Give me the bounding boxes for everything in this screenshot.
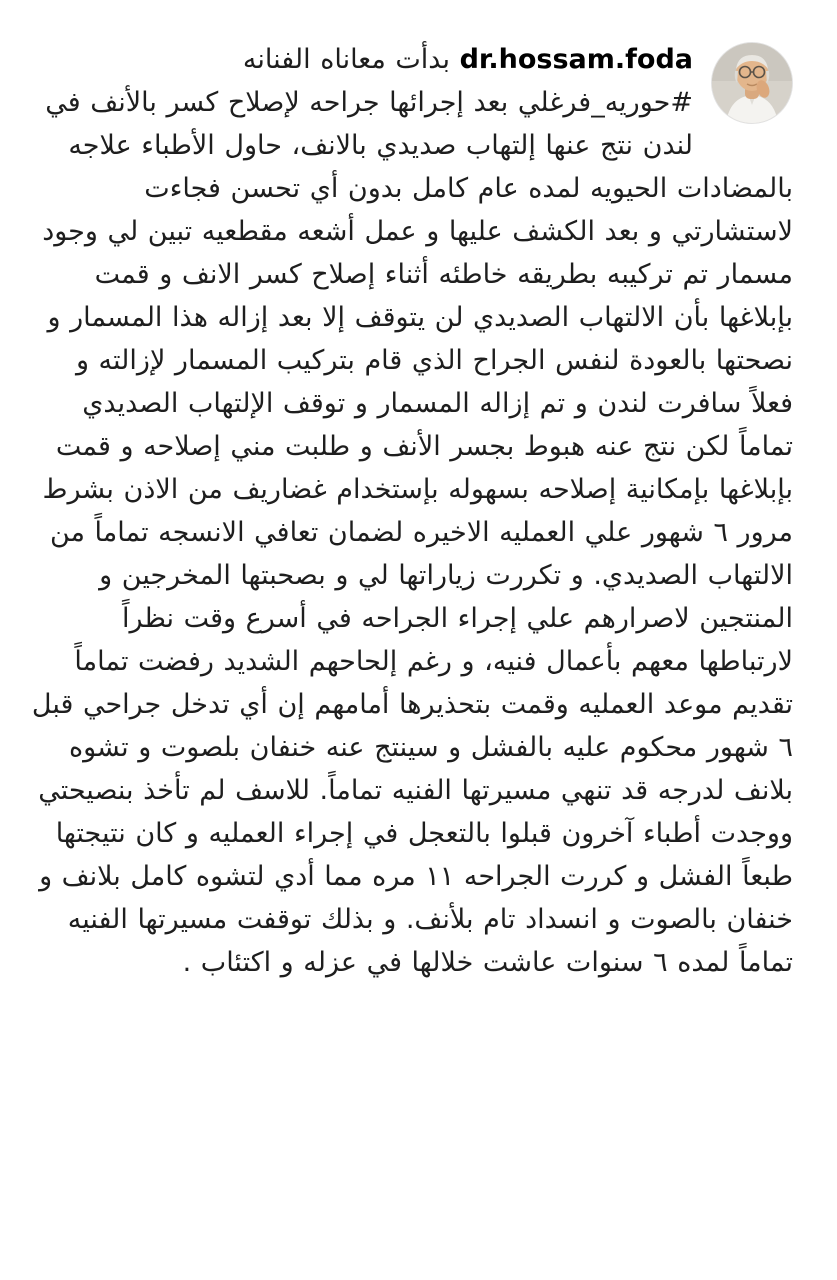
username[interactable]: dr.hossam.foda bbox=[459, 44, 693, 75]
profile-photo-icon bbox=[712, 43, 792, 123]
post-caption bbox=[28, 38, 793, 984]
profile-avatar[interactable] bbox=[711, 42, 793, 124]
hashtag-link[interactable]: #حوريه_فرغلي bbox=[517, 87, 693, 118]
caption-intro: بدأت معاناه الفنانه bbox=[242, 44, 450, 75]
caption-body: بعد إجرائها جراحه لإصلاح كسر بالأنف في لندن نتج عنها إلتهاب صديدي بالانف، حاول الأطباء علاجه بالمضادات الحيويه لمده عام كامل بدون أي تحسن فجاءت لاستشارتي و بعد الكشف عليها و عمل أشعه مقطعيه تبين لي وجود مسمار تم تركيبه بطريقه خاطئه أثناء إصلاح كسر الانف و قمت بإبلاغها بأن الالتهاب الصديدي لن يتوقف إلا بعد إزاله هذا المسمار و نصحتها بالعودة لنفس الجراح الذي قام بتركيب المسمار لإزالته و فعلاً سافرت لندن و تم إزاله المسمار و توقف الإلتهاب الصديدي تماماً لكن نتج عنه هبوط بجسر الأنف و طلبت مني إصلاحه و قمت بإبلاغها بإمكانية إصلاحه بسهوله بإستخدام غضاريف من الاذن بشرط مرور ٦ شهور علي العمليه الاخيره لضمان تعافي الانسجه تماماً من الالتهاب الصديدي. و تكررت زياراتها لي و بصحبتها المخرجين و المنتجين لاصرارهم علي إجراء الجراحه في أسرع وقت نظراً لارتباطها معهم بأعمال فنيه، و رغم إلحاحهم الشديد رفضت تماماً تقديم موعد العمليه وقمت بتحذيرها أمامهم إن أي تدخل جراحي قبل ٦ شهور محكوم عليه بالفشل و سينتج عنه خنفان بلصوت و تشوه بلانف لدرجه قد تنهي مسيرتها الفنيه تماماً. للاسف لم تأخذ بنصيحتي ووجدت أطباء آخرون قبلوا بالتعجل في إجراء العمليه و كان نتيجتها طبعاً الفشل و كررت الجراحه ١١ مره مما أدي لتشوه كامل بلانف و خنفان بالصوت و انسداد تام بلأنف. و بذلك توقفت مسيرتها الفنيه تماماً لمده ٦ سنوات عاشت خلالها في عزله و اكتئاب . bbox=[31, 87, 793, 978]
